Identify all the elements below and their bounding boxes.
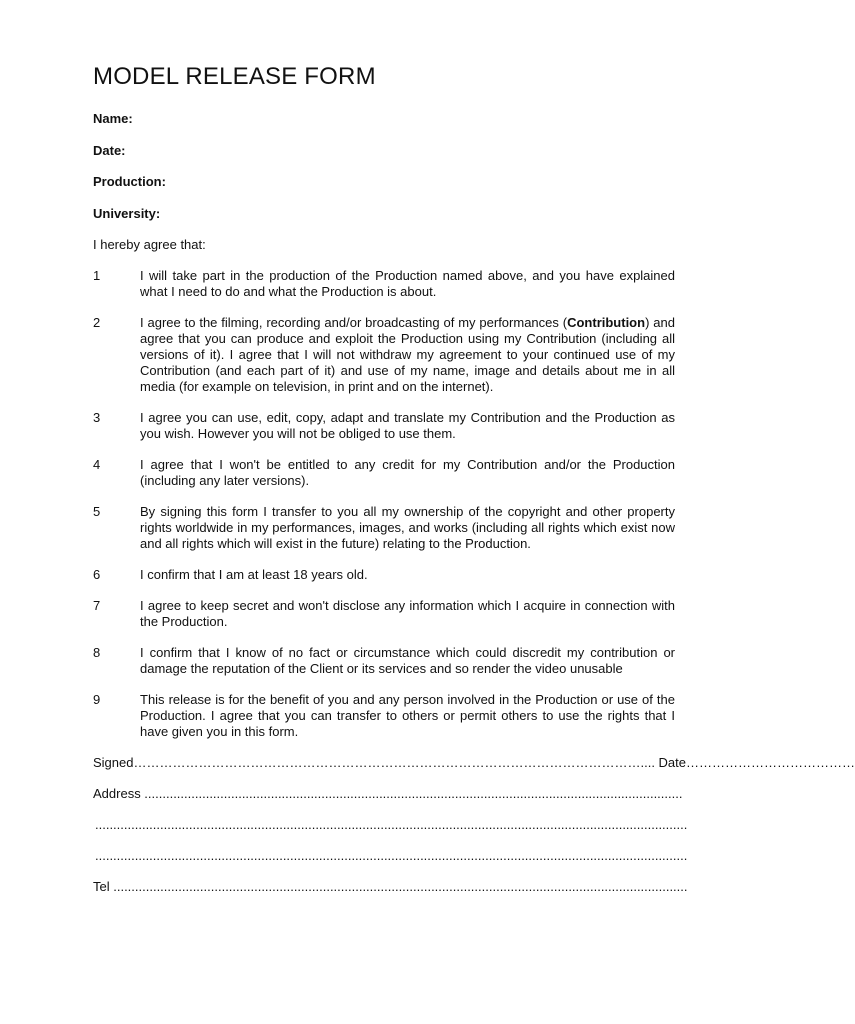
clause-number: 3 bbox=[93, 410, 101, 425]
clause-4 bbox=[93, 457, 675, 489]
document-title: MODEL RELEASE FORM bbox=[93, 63, 376, 90]
clause-text: I agree you can use, edit, copy, adapt and translate my Contribution and the Production as you wish. However you will not be obliged to use them. bbox=[140, 410, 675, 441]
tel-line: Tel ............................................................................................................................................................... bbox=[93, 879, 688, 894]
clause-9 bbox=[93, 692, 675, 740]
date-field-label: Date: bbox=[93, 142, 126, 158]
address-line-2: .................................................................................................................................................................... bbox=[95, 817, 688, 832]
clause-number: 1 bbox=[93, 268, 101, 283]
clause-3 bbox=[93, 410, 675, 442]
address-line-3: .................................................................................................................................................................... bbox=[95, 848, 688, 863]
signed-date-line: Signed……………………………………………………………………………………………………….... Date………………………………… bbox=[93, 755, 855, 770]
address-line: Address ..................................................................................................................................................... bbox=[93, 786, 683, 801]
model-release-form bbox=[93, 62, 855, 910]
clause-7 bbox=[93, 598, 675, 630]
production-field-label: Production: bbox=[93, 174, 166, 189]
clause-8 bbox=[93, 645, 675, 677]
clause-number: 5 bbox=[93, 504, 101, 519]
clause-1 bbox=[93, 268, 675, 300]
clause-5 bbox=[93, 504, 675, 552]
clause-text: I confirm that I know of no fact or circumstance which could discredit my contribution or damage the reputation of the Client or its services and so render the video unusable bbox=[140, 645, 675, 676]
clause-number: 7 bbox=[93, 598, 101, 613]
intro-text: I hereby agree that: bbox=[93, 237, 206, 252]
clause-number: 2 bbox=[93, 315, 101, 330]
clause-text-part: I agree to the filming, recording and/or broadcasting of my performances ( bbox=[140, 315, 568, 330]
clause-number: 9 bbox=[93, 692, 101, 707]
clause-text: I agree that I won't be entitled to any credit for my Contribution and/or the Production (including any later versions). bbox=[140, 457, 675, 488]
clause-6 bbox=[93, 567, 675, 583]
clause-number: 4 bbox=[93, 457, 101, 472]
clause-text: By signing this form I transfer to you all my ownership of the copyright and other property rights worldwide in my performances, images, and works (including all rights which exist now and all rights which will exist in the future) relating to the Production. bbox=[140, 504, 675, 551]
name-field-label: Name: bbox=[93, 111, 133, 126]
clause-number: 8 bbox=[93, 645, 101, 660]
clause-text: I agree to keep secret and won't disclose any information which I acquire in connection with the Production. bbox=[140, 598, 675, 629]
university-field-label: University: bbox=[93, 205, 161, 221]
clause-text: I confirm that I am at least 18 years old. bbox=[140, 567, 368, 582]
clause-text bbox=[140, 315, 675, 395]
clause-number: 6 bbox=[93, 567, 101, 582]
clause-text: This release is for the benefit of you and any person involved in the Production or use of the Production. I agree that you can transfer to others or permit others to use the rights that I have given you in this form. bbox=[140, 692, 675, 739]
clause-bold-term: Contribution bbox=[567, 315, 646, 330]
clause-2 bbox=[93, 315, 675, 395]
clause-text: I will take part in the production of the Production named above, and you have explained what I need to do and what the Production is about. bbox=[140, 268, 675, 299]
clause-text-part: ) and agree that you can produce and exploit the Production using my Contribution (including all versions of it). I agree that I will not withdraw my agreement to your continued use of my Contribution (and each part of it) and use of my name, image and details about me in all media (for example on television, in print and on the internet). bbox=[140, 315, 675, 394]
